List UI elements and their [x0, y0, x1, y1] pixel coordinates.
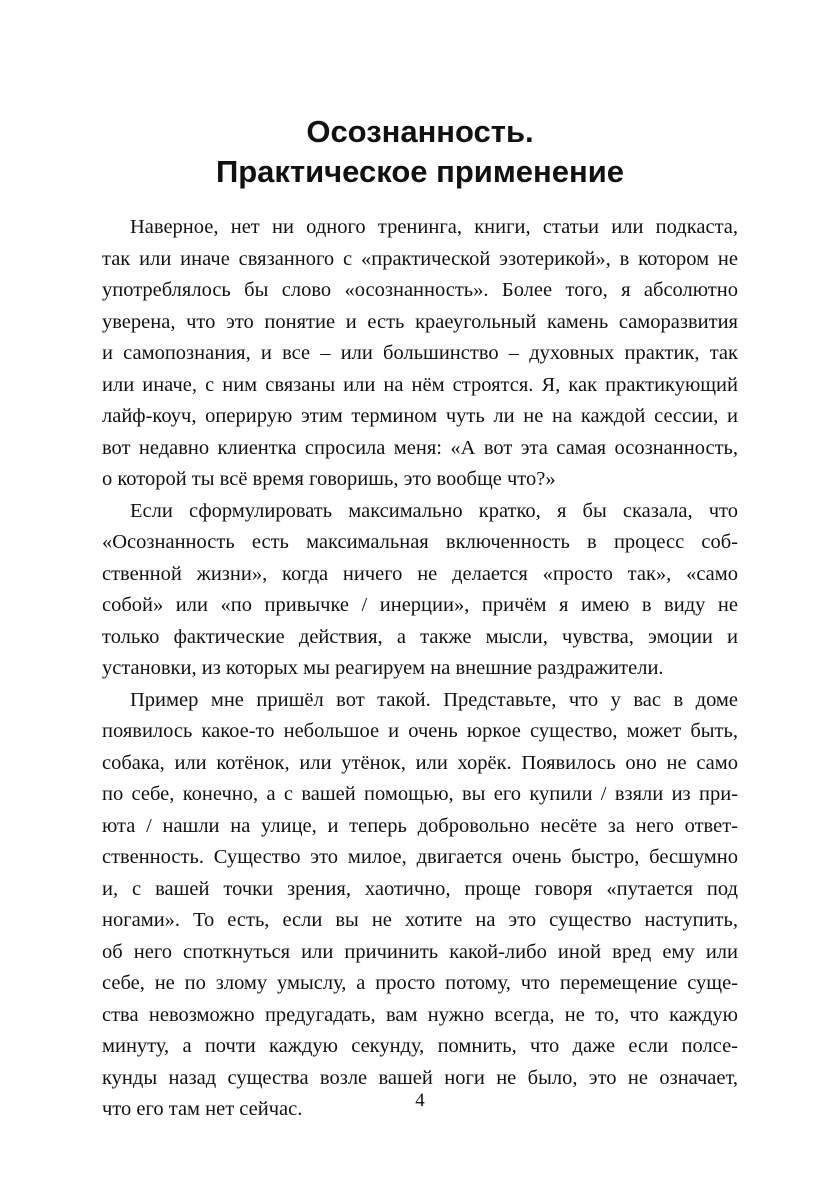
text-line: о которой ты всё время говоришь, это вообще что?» [102, 468, 556, 490]
text-line: установки, из которых мы реагируем на внешние раздражители. [102, 657, 664, 679]
text-line: минуту, а почти каждую секунду, помнить, что даже если полсе- [102, 1035, 738, 1057]
paragraph-2 [102, 496, 738, 685]
text-line: Если сформулировать максимально кратко, я бы сказала, что [130, 499, 738, 522]
text-line: появилось какое-то небольшое и очень юркое существо, может быть, [102, 720, 738, 742]
text-line: ственность. Существо это милое, двигается очень быстро, бесшумно [102, 846, 738, 868]
text-line: и самопознания, и все – или большинство – духовных практик, так [102, 342, 738, 364]
text-line: юта / нашли на улице, и теперь добровольно несёте за него ответ- [102, 814, 738, 837]
body-text [102, 212, 738, 1126]
text-line: об него споткнуться или причинить какой-либо иной вред ему или [102, 940, 738, 963]
text-line: ственной жизни», когда ничего не делается «просто так», «само [102, 562, 738, 585]
text-line: только фактические действия, а также мысли, чувства, эмоции и [102, 625, 738, 648]
text-line: вот недавно клиентка спросила меня: «А вот эта самая осознанность, [102, 436, 738, 459]
text-line: лайф-коуч, оперирую этим термином чуть ли не на каждой сессии, и [102, 405, 738, 427]
text-line: ства невозможно предугадать, вам нужно всегда, не то, что каждую [102, 1003, 738, 1026]
text-line: употреблялось бы слово «осознанность». Более того, я абсолютно [102, 279, 738, 301]
text-line: кунды назад существа возле вашей ноги не было, это не означает, [102, 1066, 738, 1089]
text-line: Наверное, нет ни одного тренинга, книги, статьи или подкаста, [130, 216, 738, 238]
text-line: собой» или «по привычке / инерции», причём я имею в виду не [102, 594, 738, 616]
chapter-title [0, 112, 840, 192]
text-line: «Осознанность есть максимальная включенность в процесс соб- [102, 531, 738, 553]
chapter-title-line-2: Практическое применение [215, 154, 625, 189]
page-number: 4 [415, 1090, 425, 1111]
paragraph-1 [102, 212, 738, 496]
chapter-title-line-1: Осознанность. [306, 114, 534, 149]
text-line: Пример мне пришёл вот такой. Представьте, что у вас в доме [130, 688, 738, 711]
text-line: или иначе, с ним связаны или на нём строятся. Я, как практикующий [102, 373, 738, 396]
text-line: что его там нет сейчас. [102, 1098, 303, 1120]
text-line: и, с вашей точки зрения, хаотично, проще говоря «путается под [102, 877, 738, 900]
text-line: себе, не по злому умыслу, а просто потому, что перемещение суще- [102, 972, 738, 994]
text-line: так или иначе связанного с «практической эзотерикой», в котором не [102, 247, 738, 270]
text-line: по себе, конечно, а с вашей помощью, вы его купили / взяли из при- [102, 783, 738, 805]
paragraph-3 [102, 685, 738, 1126]
text-line: ногами». То есть, если вы не хотите на это существо наступить, [102, 909, 738, 931]
text-line: уверена, что это понятие и есть краеугольный камень саморазвития [102, 310, 738, 333]
text-line: собака, или котёнок, или утёнок, или хорёк. Появилось оно не само [102, 751, 738, 774]
